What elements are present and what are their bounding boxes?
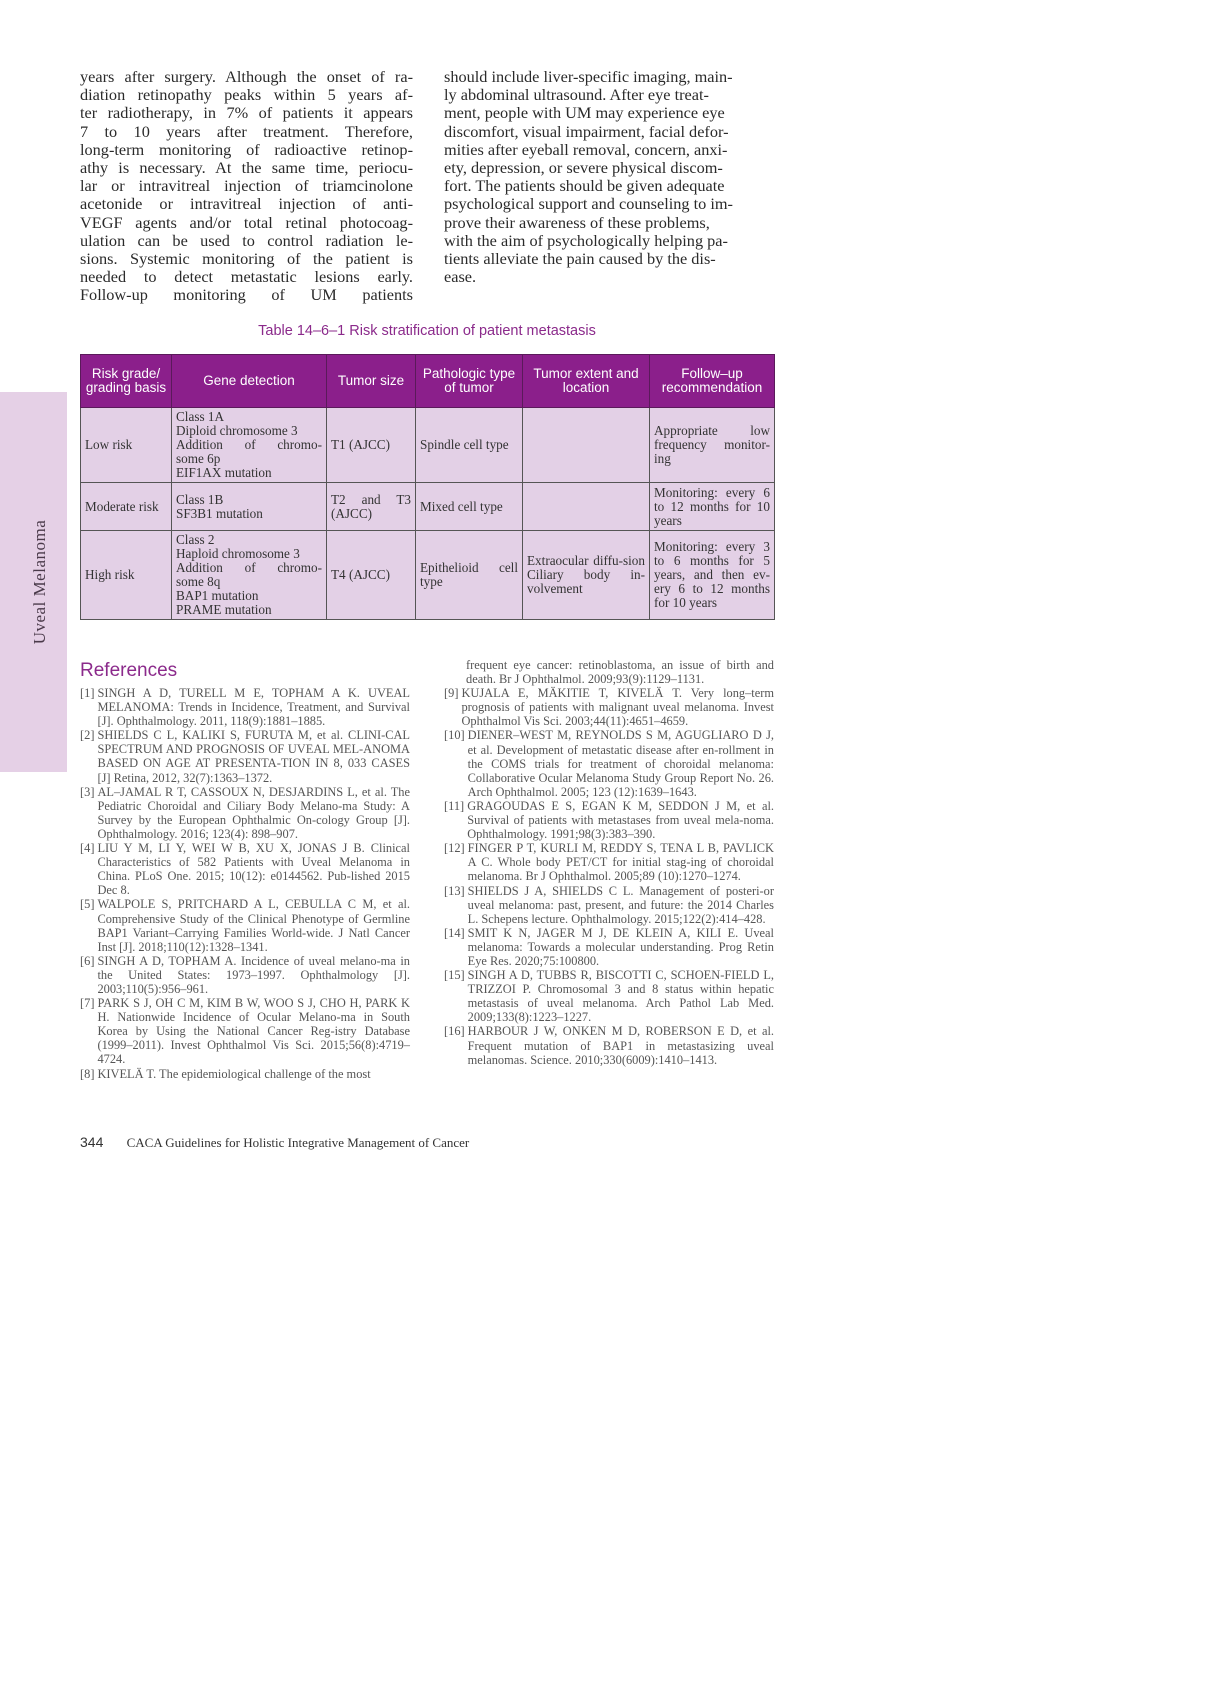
reference-item: [80, 954, 410, 996]
cell-tumor-size: T4 (AJCC): [327, 531, 416, 620]
body-text-left-column: [80, 68, 413, 305]
body-text-line: ulation can be used to control radiation le-: [80, 230, 413, 250]
reference-number: [9]: [444, 686, 459, 701]
gene-line: some 6p: [176, 451, 221, 466]
reference-item: [444, 799, 774, 841]
body-text-line: mities after eyeball removal, concern, anxi-: [444, 139, 728, 159]
body-text-line: sions. Systemic monitoring of the patient is: [80, 249, 413, 269]
cell-pathologic-type: Mixed cell type: [416, 483, 523, 531]
table-row: [81, 531, 775, 620]
reference-item: [444, 968, 774, 1024]
body-text-line: lar or intravitreal injection of triamcinolone: [80, 176, 413, 196]
reference-item: [80, 785, 410, 841]
gene-line: Class 2: [176, 532, 215, 547]
body-text-line: ety, depression, or severe physical discom-: [444, 158, 723, 178]
reference-number: [5]: [80, 897, 95, 912]
body-text-line: psychological support and counseling to im-: [444, 194, 733, 214]
cell-gene-detection: [172, 531, 327, 620]
page-number: 344: [80, 1134, 104, 1150]
reference-text: FINGER P T, KURLI M, REDDY S, TENA L B, PAVLICK A C. Whole body PET/CT for initial stag-ing of choroidal melanoma. Br J Ophthalmol. 2005;89 (10):1270–1274.: [467, 841, 774, 884]
cell-risk-grade: Moderate risk: [81, 483, 172, 531]
reference-item: [80, 841, 410, 897]
reference-item: [444, 841, 774, 883]
side-chapter-label: Uveal Melanoma: [30, 519, 49, 645]
reference-number: [8]: [80, 1066, 95, 1081]
body-text-line: athy is necessary. At the same time, periocu-: [80, 158, 413, 178]
reference-number: [10]: [444, 728, 465, 743]
reference-item: [80, 1067, 410, 1081]
reference-text: KIVELÄ T. The epidemiological challenge of the most: [97, 1066, 371, 1081]
gene-line: Addition of chromo-: [176, 437, 322, 452]
reference-text: SINGH A D, TOPHAM A. Incidence of uveal melano-ma in the United States: 1973–1997. Ophthalmology [J]. 2003;110(5):956–961.: [97, 953, 410, 996]
reference-number: [15]: [444, 968, 465, 983]
cell-tumor-extent: [523, 408, 650, 483]
references-left-column: [80, 686, 410, 1081]
reference-text: AL–JAMAL R T, CASSOUX N, DESJARDINS L, et al. The Pediatric Choroidal and Ciliary Body Melano-ma Study: A Survey by the European Ophthalmic On-cology Group [J]. Ophthalmology. 2016; 123(4): 898–907.: [97, 784, 410, 841]
header-follow-up: Follow–up recommendation: [650, 355, 775, 408]
table-row: [81, 408, 775, 483]
gene-line: PRAME mutation: [176, 602, 272, 617]
cell-pathologic-type: Spindle cell type: [416, 408, 523, 483]
gene-line: EIF1AX mutation: [176, 465, 272, 480]
reference-text: SINGH A D, TURELL M E, TOPHAM A K. UVEAL MELANOMA: Trends in Incidence, Treatment, and Survival [J]. Ophthalmology. 2011, 118(9):1881–1885.: [97, 686, 410, 729]
reference-text: DIENER–WEST M, REYNOLDS S M, AGUGLIARO D J, et al. Development of metastatic disease after en-rollment in the COMS trials for treatment of choroidal melanoma: Collaborative Ocular Melanoma Study Group Report No. 26. Arch Ophthalmol. 2005; 123 (12):1639–1643.: [467, 728, 774, 799]
body-text-line: years after surgery. Although the onset of ra-: [80, 67, 413, 86]
gene-line: BAP1 mutation: [176, 588, 259, 603]
references-heading: References: [80, 660, 178, 681]
cell-gene-detection: [172, 483, 327, 531]
body-text-line: prove their awareness of these problems,: [444, 212, 710, 232]
table-header-row: [81, 355, 775, 408]
reference-item: [444, 686, 774, 728]
reference-number: [3]: [80, 784, 95, 799]
body-text-line: with the aim of psychologically helping pa-: [444, 230, 728, 250]
reference-text: KUJALA E, MÄKITIE T, KIVELÄ T. Very long–term prognosis of patients with malignant uveal melanoma. Invest Ophthalmol Vis Sci. 2003;44(11):4651–4659.: [461, 686, 774, 729]
reference-item: [444, 728, 774, 798]
reference-text: SHIELDS C L, KALIKI S, FURUTA M, et al. CLINI-CAL SPECTRUM AND PROGNOSIS OF UVEAL MEL-ANOMA BASED ON AGE AT PRESENTA-TION IN 8, 033 CASES [J] Retina, 2012, 32(7):1363–1372.: [97, 728, 410, 785]
references-right-column: [444, 658, 774, 1067]
reference-item: [444, 926, 774, 968]
cell-risk-grade: High risk: [81, 531, 172, 620]
cell-tumor-size: T1 (AJCC): [327, 408, 416, 483]
body-text-line: fort. The patients should be given adequate: [444, 176, 725, 196]
header-tumor-size: Tumor size: [327, 355, 416, 408]
reference-text: SMIT K N, JAGER M J, DE KLEIN A, KILI E. Uveal melanoma: Towards a molecular understanding. Prog Retin Eye Res. 2020;75:100800.: [467, 925, 774, 968]
gene-line: some 8q: [176, 574, 221, 589]
body-text-line: discomfort, visual impairment, facial defor-: [444, 121, 729, 141]
cell-pathologic-type: Epithelioid cell type: [416, 531, 523, 620]
gene-line: Addition of chromo-: [176, 560, 322, 575]
body-text-line: tients alleviate the pain caused by the dis-: [444, 249, 716, 269]
body-text-line: long-term monitoring of radioactive retinop-: [80, 139, 413, 159]
table-row: [81, 483, 775, 531]
cell-tumor-extent: [523, 483, 650, 531]
cell-risk-grade: Low risk: [81, 408, 172, 483]
gene-line: Haploid chromosome 3: [176, 546, 300, 561]
reference-text: HARBOUR J W, ONKEN M D, ROBERSON E D, et al. Frequent mutation of BAP1 in metastasizing uveal melanomas. Science. 2010;330(6009):1410–1413.: [467, 1024, 774, 1067]
body-text-line: needed to detect metastatic lesions early.: [80, 267, 413, 287]
page-footer: [80, 1134, 469, 1151]
reference-text: SHIELDS J A, SHIELDS C L. Management of posteri-or uveal melanoma: past, present, and future: the 2014 Charles L. Schepens lecture. Ophthalmology. 2015;122(2):414–428.: [467, 883, 774, 926]
reference-number: [14]: [444, 925, 465, 940]
reference-item: [444, 1024, 774, 1066]
reference-continuation: frequent eye cancer: retinoblastoma, an issue of birth and death. Br J Ophthalmol. 2009;93(9):1129–1131.: [466, 658, 774, 687]
cell-follow-up: Monitoring: every 3 to 6 months for 5 years, and then ev-ery 6 to 12 months for 10 years: [650, 531, 775, 620]
gene-line: Diploid chromosome 3: [176, 423, 298, 438]
gene-line: Class 1A: [176, 409, 224, 424]
cell-tumor-extent: Extraocular diffu-sion Ciliary body in-volvement: [523, 531, 650, 620]
header-risk-grade: Risk grade/ grading basis: [81, 355, 172, 408]
reference-text: PARK S J, OH C M, KIM B W, WOO S J, CHO H, PARK K H. Nationwide Incidence of Ocular Melano-ma in South Korea by Using the National Cancer Reg-istry Database (1999–2011). Invest Ophthalmol Vis Sci. 2015;56(8):4719–4724.: [97, 996, 410, 1067]
gene-line: SF3B1 mutation: [176, 505, 263, 521]
reference-item: [80, 897, 410, 953]
reference-text: WALPOLE S, PRITCHARD A L, CEBULLA C M, et al. Comprehensive Study of the Clinical Phenotype of Germline BAP1 Variant–Carrying Families World-wide. J Natl Cancer Inst [J]. 2018;110(12):1328–1341.: [97, 897, 410, 954]
body-text-line: ly abdominal ultrasound. After eye treat-: [444, 85, 709, 105]
cell-follow-up: Monitoring: every 6 to 12 months for 10 years: [650, 483, 775, 531]
reference-number: [16]: [444, 1024, 465, 1039]
reference-item: [444, 884, 774, 926]
header-tumor-extent: Tumor extent and location: [523, 355, 650, 408]
reference-text: SINGH A D, TUBBS R, BISCOTTI C, SCHOEN-FIELD L, TRIZZOI P. Chromosomal 3 and 8 status within hepatic metastasis of uveal melanoma. Arch Pathol Lab Med. 2009;133(8):1223–1227.: [467, 968, 774, 1025]
reference-item: [80, 728, 410, 784]
reference-number: [11]: [444, 798, 465, 813]
body-text-line: diation retinopathy peaks within 5 years af-: [80, 85, 413, 105]
body-text-line: acetonide or intravitreal injection of anti-: [80, 194, 413, 214]
body-text-right-column: [444, 68, 777, 286]
reference-text: GRAGOUDAS E S, EGAN K M, SEDDON J M, et al. Survival of patients with metastases from uveal mela-noma. Ophthalmology. 1991;98(3):383–390.: [467, 798, 774, 842]
body-text-line: VEGF agents and/or total retinal photocoag-: [80, 212, 413, 232]
reference-number: [7]: [80, 996, 95, 1011]
reference-number: [1]: [80, 686, 95, 700]
header-pathologic-type: Pathologic type of tumor: [416, 355, 523, 408]
body-text-line: should include liver-specific imaging, main-: [444, 67, 733, 86]
cell-gene-detection: [172, 408, 327, 483]
risk-stratification-table: [80, 354, 775, 620]
table-caption: Table 14–6–1 Risk stratification of patient metastasis: [258, 323, 596, 339]
reference-number: [13]: [444, 883, 465, 898]
body-text-line: 7 to 10 years after treatment. Therefore,: [80, 121, 413, 141]
reference-item: [80, 996, 410, 1066]
body-text-line: ment, people with UM may experience eye: [444, 103, 725, 123]
header-gene-detection: Gene detection: [172, 355, 327, 408]
body-text-line: ease.: [444, 267, 477, 287]
cell-follow-up: Appropriate low frequency monitor-ing: [650, 408, 775, 483]
gene-line: Class 1B: [176, 491, 224, 507]
reference-number: [4]: [80, 841, 95, 856]
reference-text: LIU Y M, LI Y, WEI W B, XU X, JONAS J B. Clinical Characteristics of 582 Patients with Uveal Melanoma in China. PLoS One. 2015; 10(12): e0144562. Pub-lished 2015 Dec 8.: [97, 841, 410, 898]
reference-number: [12]: [444, 841, 465, 856]
body-text-line: ter radiotherapy, in 7% of patients it appears: [80, 103, 413, 123]
reference-item: [80, 686, 410, 728]
cell-tumor-size: T2 and T3 (AJCC): [327, 483, 416, 531]
reference-number: [6]: [80, 953, 95, 968]
reference-number: [2]: [80, 728, 95, 743]
body-text-line: Follow-up monitoring of UM patients: [80, 285, 413, 305]
book-title: CACA Guidelines for Holistic Integrative Management of Cancer: [126, 1135, 470, 1150]
